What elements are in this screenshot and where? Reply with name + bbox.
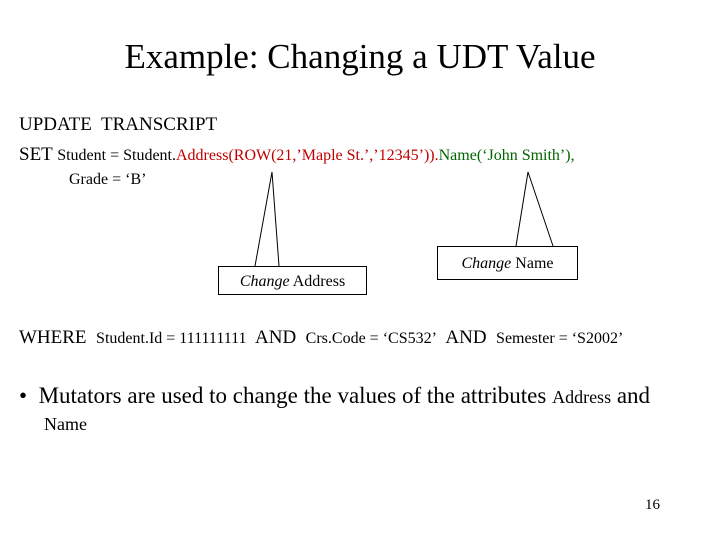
bullet-text: Mutators are used to change the values of the attributes <box>38 383 547 408</box>
callout-address-italic: Change <box>239 273 290 290</box>
where-keyword: WHERE <box>19 327 87 348</box>
where-and-2: AND <box>445 327 487 348</box>
update-statement-line: UPDATE TRANSCRIPT <box>19 114 218 135</box>
bullet-and: and <box>616 383 651 408</box>
grade-clause-line: Grade = ‘B’ <box>69 171 147 188</box>
change-address-callout <box>218 266 367 295</box>
address-callout-pointer <box>255 172 279 266</box>
name-callout-pointer <box>516 172 553 246</box>
change-name-callout <box>437 246 578 280</box>
bullet-attribute-name: Name <box>44 414 87 434</box>
where-semester-condition: Semester = ‘S2002’ <box>496 330 624 347</box>
bullet-symbol: • <box>19 383 28 408</box>
name-mutator-call: Name(‘John Smith’), <box>438 147 575 164</box>
where-crs-condition: Crs.Code = ‘CS532’ <box>305 330 437 347</box>
callout-name-italic: Change <box>461 255 512 272</box>
bullet-attribute-address: Address <box>552 387 612 407</box>
slide-title: Example: Changing a UDT Value <box>124 37 596 76</box>
where-and-1: AND <box>255 327 297 348</box>
callout-name-text: Name <box>515 255 554 272</box>
bullet-point <box>19 383 650 409</box>
callout-address-text: Address <box>292 273 346 290</box>
set-prefix: Student = Student. <box>57 147 176 164</box>
address-mutator-call: Address(ROW(21,’Maple St.’,’12345’)). <box>176 147 439 164</box>
set-keyword: SET <box>19 144 53 165</box>
where-clause-line <box>19 327 623 349</box>
where-id-condition: Student.Id = 111111111 <box>96 330 247 347</box>
page-number: 16 <box>645 497 660 513</box>
